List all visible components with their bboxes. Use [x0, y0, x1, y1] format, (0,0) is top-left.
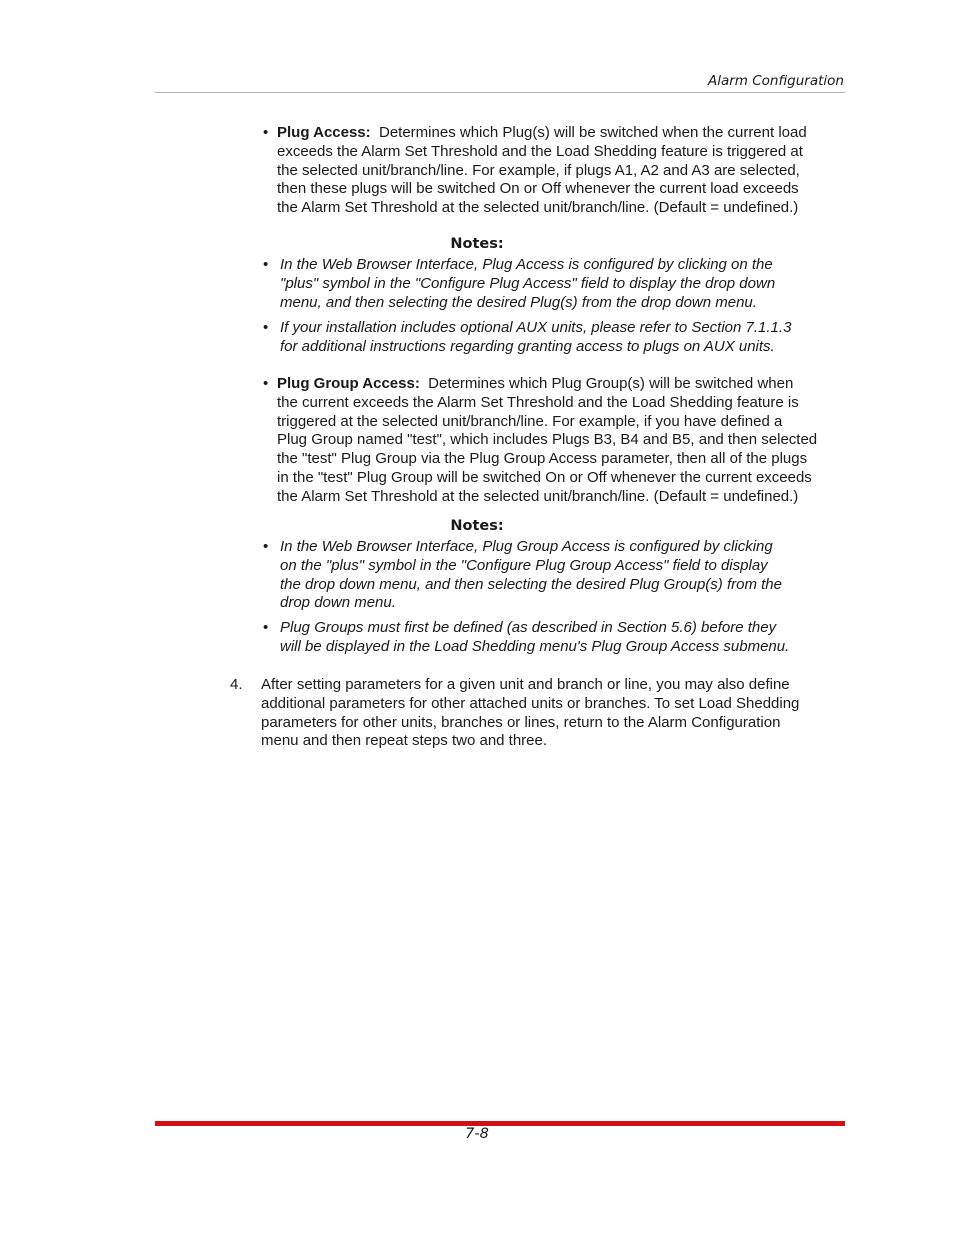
text-line: parameters for other units, branches or lines, return to the Alarm Configuration: [261, 713, 781, 731]
text-line: "plus" symbol in the "Configure Plug Access" field to display the drop down: [280, 274, 776, 292]
notes-heading: Notes:: [450, 236, 504, 252]
text-line: the drop down menu, and then selecting the desired Plug Group(s) from the: [280, 575, 782, 593]
notes-heading: Notes:: [450, 518, 504, 534]
plug-access-text: [277, 124, 853, 218]
text-line: the Alarm Set Threshold at the selected unit/branch/line. (Default = undefined.): [277, 487, 799, 505]
bullet-icon: •: [263, 538, 269, 555]
text-line: then these plugs will be switched On or Off whenever the current load exceeds: [277, 180, 799, 198]
page-number: 7-8: [465, 1126, 489, 1142]
text-line: the Alarm Set Threshold at the selected unit/branch/line. (Default = undefined.): [277, 199, 799, 217]
text-line: menu, and then selecting the desired Plug(s) from the drop down menu.: [280, 293, 757, 311]
header-divider: [155, 92, 845, 93]
text-line: If your installation includes optional AUX units, please refer to Section 7.1.1.3: [280, 319, 792, 336]
note-item: [263, 256, 823, 312]
note-item: [263, 619, 823, 657]
text-line: for additional instructions regarding granting access to plugs on AUX units.: [280, 337, 775, 355]
text-line: Plug Access: Determines which Plug(s) will be switched when the current load: [277, 124, 807, 141]
text-line: Plug Group named "test", which includes Plugs B3, B4 and B5, and then selected: [277, 431, 818, 449]
text-line: In the Web Browser Interface, Plug Access is configured by clicking on the: [280, 256, 773, 273]
text-line: additional parameters for other attached units or branches. To set Load Shedding: [261, 694, 800, 712]
text-line: triggered at the selected unit/branch/line. For example, if you have defined a: [277, 412, 783, 430]
text-line: In the Web Browser Interface, Plug Group Access is configured by clicking: [280, 538, 773, 555]
text-line: Plug Groups must first be defined (as described in Section 5.6) before they: [280, 619, 777, 636]
text-line: on the "plus" symbol in the "Configure Plug Group Access" field to display: [280, 556, 768, 574]
text-line: drop down menu.: [280, 594, 396, 612]
text-line: After setting parameters for a given unit and branch or line, you may also define: [261, 676, 790, 693]
text-line: the "test" Plug Group via the Plug Group Access parameter, then all of the plugs: [277, 450, 808, 468]
text-line: Plug Group Access: Determines which Plug Group(s) will be switched when: [277, 375, 794, 392]
plug-group-access-label: Plug Group Access:: [277, 375, 420, 392]
plug-group-access-text: [277, 375, 853, 507]
step-4: [230, 676, 830, 751]
running-header: Alarm Configuration: [707, 73, 844, 89]
bullet-icon: •: [263, 256, 269, 273]
text-line: will be displayed in the Load Shedding menu's Plug Group Access submenu.: [280, 637, 790, 655]
bullet-icon: •: [263, 619, 269, 636]
bullet-icon: •: [263, 319, 269, 336]
bullet-icon: •: [263, 375, 269, 392]
text-line: the current exceeds the Alarm Set Threshold and the Load Shedding feature is: [277, 393, 799, 411]
plug-group-access-item: [263, 375, 853, 507]
plug-access-label: Plug Access:: [277, 124, 371, 141]
text-line: the selected unit/branch/line. For example, if plugs A1, A2 and A3 are selected,: [277, 161, 800, 179]
note-item: [263, 538, 823, 613]
plug-access-item: [263, 124, 853, 218]
text-line: exceeds the Alarm Set Threshold and the Load Shedding feature is triggered at: [277, 142, 803, 160]
text-line: in the "test" Plug Group will be switched On or Off whenever the current exceeds: [277, 468, 812, 486]
text-line: menu and then repeat steps two and three.: [261, 732, 548, 750]
bullet-icon: •: [263, 124, 269, 141]
step-number: 4.: [230, 676, 243, 693]
note-item: [263, 319, 823, 357]
